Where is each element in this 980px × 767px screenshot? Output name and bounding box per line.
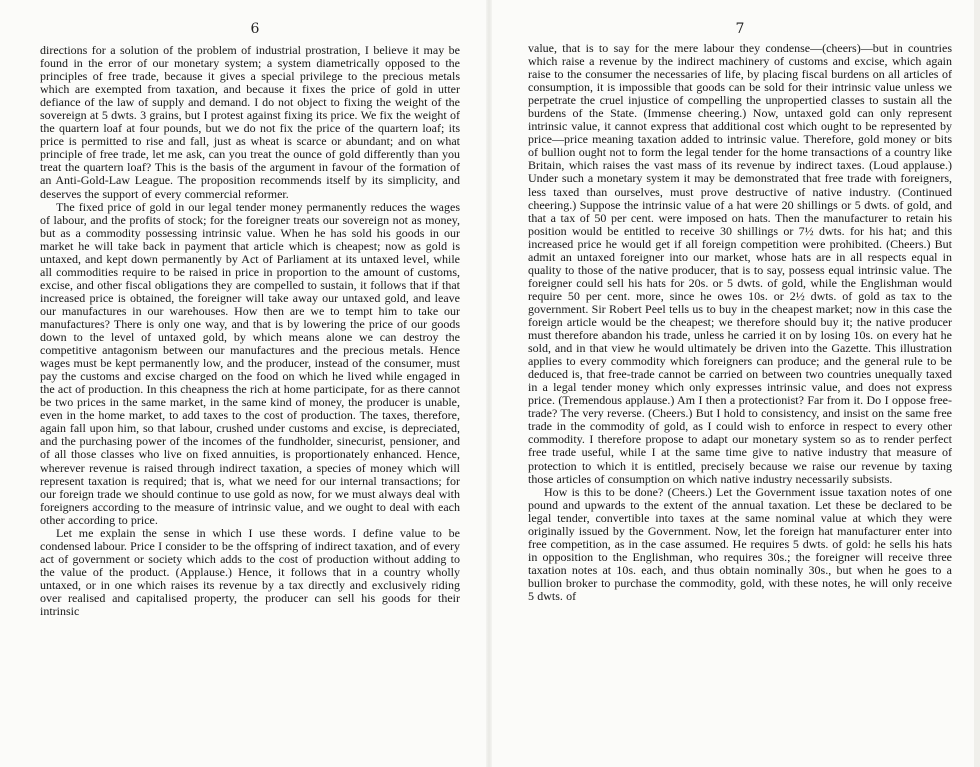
left-page: [40, 0, 460, 767]
book-gutter: [486, 0, 492, 767]
paragraph: How is this to be done? (Cheers.) Let the Government issue taxation notes of one pound and upwards to the extent of the annual taxation. Let these be declared to be legal tender, convertible into taxes at the same nominal value at which they were originally issued by the Government. Now, let the foreign hat manufacturer enter into free competition, as in the case assumed. He requires 5 dwts. of gold: he sells his hats in opposition to the Englishman, who requires 30s.; the foreigner will receive three taxation notes at 10s. each, and thus obtain nominally 30s., but when he goes to a bullion broker to purchase the commodity, gold, with these notes, he will only receive 5 dwts. of: [528, 484, 952, 603]
page-number: 7: [735, 21, 745, 37]
paragraph: Let me explain the sense in which I use these words. I define value to be condensed labour. Price I consider to be the offspring of indirect taxation, and of every act of government or society which adds to the cost of production without adding to the value of the product. (Applause.) Hence, it follows that in a country wholly untaxed, or in one which raises its revenue by a tax directly and exclusively riding over realised and capitalised property, the producer can sell his goods for their intrinsic: [40, 525, 460, 619]
paragraph: value, that is to say for the mere labour they condense—(cheers)—but in countries which raise a revenue by the indirect machinery of customs and excise, which again raise to the consumer the necessaries of life, by placing fiscal burdens on all articles of consumption, it is impossible that goods can be sold for their intrinsic value unless we perpetrate the cruel injustice of compelling the unpropertied classes to sustain all the burdens of the State. (Immense cheering.) Now, untaxed gold can only represent intrinsic value, it cannot express that additional cost which ought to be represented by price—price meaning taxation added to intrinsic value. Therefore, gold money or bits of bullion ought not to form the legal tender for the home transactions of a country like Britain, which raises the vast mass of its revenue by indirect taxes. (Loud applause.) Under such a monetary system it may be demonstrated that free trade with foreigners, less taxed than ourselves, must prove destructive of native industry. (Continued cheering.) Suppose the intrinsic value of a hat were 20 shillings or 5 dwts. of gold, and that a tax of 50 per cent. were imposed on hats. Then the manufacturer to retain his position would be entitled to receive 30 shillings or 7½ dwts. for his hat; and this increased price he would get if all foreign competition were prohibited. (Cheers.) But admit an untaxed foreigner into our market, whose hats are in all respects equal in quality to those of the native producer, that is to say, possess equal intrinsic value. The foreigner could sell his hats for 20s. or 5 dwts. of gold, while the Englishman would require 50 per cent. more, since he owes 10s. or 2½ dwts. of gold as tax to the government. Sir Robert Peel tells us to buy in the cheapest market; now in this case the foreign article would be the cheapest; we therefore should buy it; the native producer must therefore abandon his trade, unless he carried it on by losing 10s. on every hat he sold, and in that view he would ultimately be driven into the Gazette. This illustration applies to every commodity which foreigners can produce; and the general rule to be deduced is, that free-trade cannot be carried on between two countries unequally taxed in a legal tender money which only expresses intrinsic value, and does not express price. (Tremendous applause.) Am I then a protectionist? Far from it. Do I oppose free-trade? The very reverse. (Cheers.) But I hold to consistency, and insist on the same free trade in the commodity of gold, as I could wish to enforce in respect to every other commodity. I therefore propose to adapt our monetary system so as to render perfect free trade useful, while I at the same time give to native industry that measure of protection to which it is entitled, precisely because we raise our revenue by taxing those articles of consumption on which native industry necessarily subsists.: [528, 41, 952, 486]
page-text: [40, 44, 460, 618]
page-number: 6: [250, 21, 260, 37]
paragraph: directions for a solution of the problem of industrial prostration, I believe it may be found in the error of our monetary system; a system diametrically opposed to the principles of free trade, because it gives a special privilege to the precious metals which are exempted from taxation, and because it fixes the price of gold in utter defiance of the law of supply and demand. I do not object to fixing the weight of the sovereign at 5 dwts. 3 grains, but I protest against fixing its price. We fix the weight of the quartern loaf at four pounds, but we do not fix the price of the quartern loaf; its price is permitted to rise and fall, just as wheat is scarce or abundant; and on what principle of free trade, let me ask, can you treat the ounce of gold differently than you treat the quartern loaf? This is the basis of the argument in favour of the formation of an Anti-Gold-Law League. The proposition recommends itself by its simplicity, and deserves the support of every commercial reformer.: [40, 43, 460, 201]
page-edge: [974, 0, 980, 767]
page-text: [528, 42, 952, 603]
right-page: [528, 0, 952, 767]
paragraph: The fixed price of gold in our legal tender money permanently reduces the wages of labour, and the profits of stock; for the foreigner treats our sovereign not as money, but as a commodity possessing intrinsic value. When he has sold his goods in our market he will take back in payment that article which is cheapest; now as gold is untaxed, and kept down permanently by Act of Parliament at its untaxed level, while all commodities require to be raised in price in proportion to the amount of customs, excise, and other fiscal obligations they are compelled to sustain, it follows that if that increased price is obtained, the foreigner will take away our untaxed gold, and leave our manufactures in our warehouses. How then are we to tempt him to take our manufactures? There is only one way, and that is by lowering the price of our goods down to the level of untaxed gold, by which means alone we can destroy the competitive antagonism between our manufactures and the precious metals. Hence wages must be kept permanently low, and the producer, instead of the consumer, must pay the customs and excise charged on the food on which he lived while engaged in the act of production. In this cheapness the rich at home participate, for as there cannot be two prices in the same market, in the same kind of money, the producer is unable, even in the home market, to add taxes to the cost of production. The taxes, therefore, again fall upon him, so that labour, crushed under customs and excise, is depreciated, and the purchasing power of the incomes of the fundholder, sinecurist, pensioner, and of all those classes who live on fixed annuities, is proportionately enhanced. Hence, wherever revenue is raised through indirect taxation, a species of money which will represent taxation is required; that is, what we need for our internal transactions; for our foreign trade we should continue to use gold as now, for we must always deal with foreigners according to the measure of intrinsic value, and we ought to deal with each other according to price.: [40, 199, 460, 527]
